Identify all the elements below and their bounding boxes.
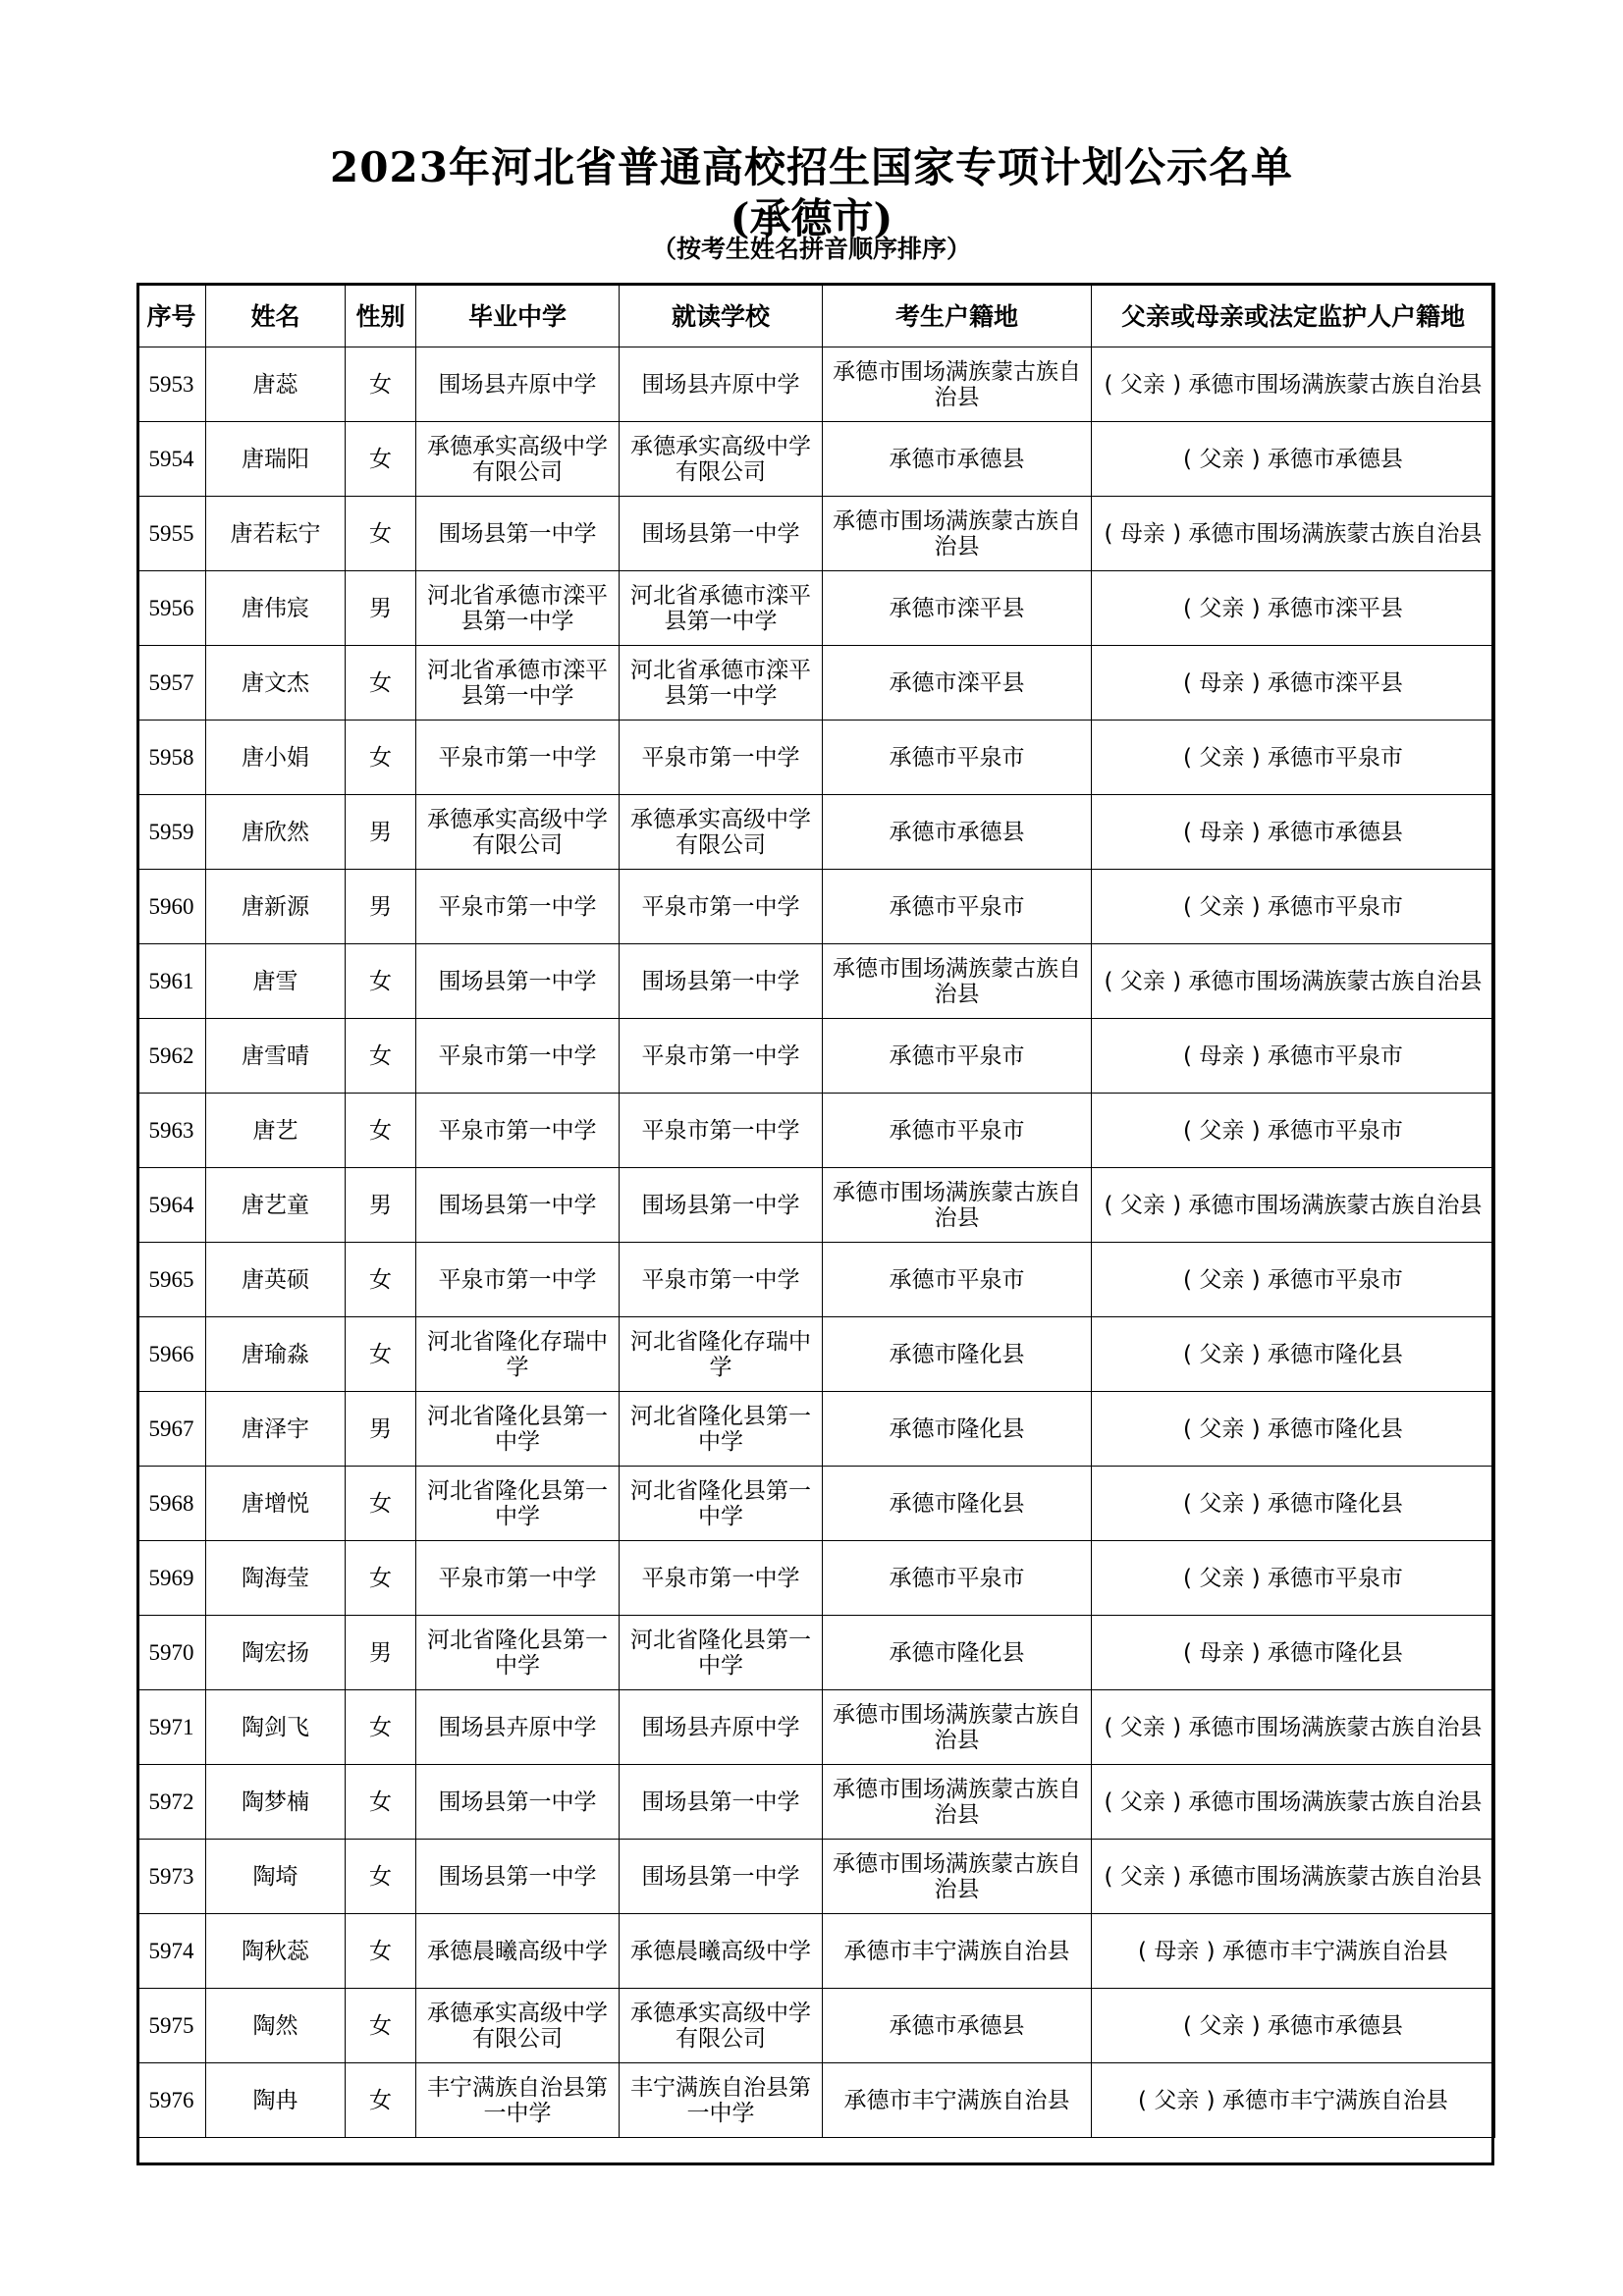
cell-guardian: ( 母亲 ) 承德市平泉市 — [1092, 1019, 1495, 1094]
cell-seq: 5957 — [137, 646, 206, 721]
cell-seq: 5953 — [137, 347, 206, 422]
cell-name: 唐艺 — [206, 1094, 346, 1168]
header-gender: 性别 — [346, 284, 416, 347]
cell-household: 承德市围场满族蒙古族自治县 — [823, 1840, 1092, 1914]
cell-guardian: ( 母亲 ) 承德市隆化县 — [1092, 1616, 1495, 1690]
cell-seq: 5956 — [137, 571, 206, 646]
cell-seq: 5959 — [137, 795, 206, 870]
cell-study-school: 平泉市第一中学 — [620, 1019, 823, 1094]
cell-study-school: 承德承实高级中学有限公司 — [620, 1989, 823, 2063]
cell-gender: 女 — [346, 944, 416, 1019]
cell-household: 承德市承德县 — [823, 795, 1092, 870]
cell-guardian: ( 父亲 ) 承德市围场满族蒙古族自治县 — [1092, 1168, 1495, 1243]
header-grad-school: 毕业中学 — [416, 284, 620, 347]
table-row — [137, 347, 1495, 422]
cell-grad-school: 围场县卉原中学 — [416, 347, 620, 422]
cell-study-school: 河北省隆化县第一中学 — [620, 1616, 823, 1690]
cell-gender: 男 — [346, 1168, 416, 1243]
cell-study-school: 平泉市第一中学 — [620, 721, 823, 795]
cell-guardian: ( 母亲 ) 承德市围场满族蒙古族自治县 — [1092, 497, 1495, 571]
cell-study-school: 平泉市第一中学 — [620, 1094, 823, 1168]
cell-gender: 男 — [346, 870, 416, 944]
cell-gender: 男 — [346, 1616, 416, 1690]
cell-study-school: 平泉市第一中学 — [620, 1541, 823, 1616]
cell-study-school: 河北省承德市滦平县第一中学 — [620, 571, 823, 646]
cell-guardian: ( 母亲 ) 承德市丰宁满族自治县 — [1092, 1914, 1495, 1989]
cell-household: 承德市隆化县 — [823, 1467, 1092, 1541]
cell-name: 唐雪 — [206, 944, 346, 1019]
cell-household: 承德市平泉市 — [823, 1094, 1092, 1168]
table-row — [137, 1392, 1495, 1467]
cell-grad-school: 围场县第一中学 — [416, 1168, 620, 1243]
cell-household: 承德市丰宁满族自治县 — [823, 1914, 1092, 1989]
cell-grad-school: 平泉市第一中学 — [416, 1541, 620, 1616]
cell-grad-school: 围场县第一中学 — [416, 497, 620, 571]
cell-household: 承德市平泉市 — [823, 870, 1092, 944]
table-row — [137, 870, 1495, 944]
cell-guardian: ( 母亲 ) 承德市滦平县 — [1092, 646, 1495, 721]
cell-name: 陶秋蕊 — [206, 1914, 346, 1989]
table-row — [137, 1243, 1495, 1317]
cell-study-school: 平泉市第一中学 — [620, 1243, 823, 1317]
cell-grad-school: 平泉市第一中学 — [416, 1094, 620, 1168]
cell-household: 承德市平泉市 — [823, 1019, 1092, 1094]
cell-name: 唐英硕 — [206, 1243, 346, 1317]
table-row — [137, 1019, 1495, 1094]
cell-seq: 5976 — [137, 2063, 206, 2138]
cell-guardian: ( 母亲 ) 承德市承德县 — [1092, 795, 1495, 870]
cell-name: 唐增悦 — [206, 1467, 346, 1541]
cell-guardian: ( 父亲 ) 承德市围场满族蒙古族自治县 — [1092, 347, 1495, 422]
cell-study-school: 承德晨曦高级中学 — [620, 1914, 823, 1989]
cell-study-school: 围场县卉原中学 — [620, 347, 823, 422]
cell-grad-school: 平泉市第一中学 — [416, 870, 620, 944]
table-row — [137, 1317, 1495, 1392]
table-row — [137, 571, 1495, 646]
cell-name: 唐雪晴 — [206, 1019, 346, 1094]
cell-gender: 女 — [346, 1840, 416, 1914]
cell-gender: 女 — [346, 1914, 416, 1989]
cell-gender: 女 — [346, 347, 416, 422]
cell-gender: 女 — [346, 2063, 416, 2138]
cell-household: 承德市丰宁满族自治县 — [823, 2063, 1092, 2138]
header-seq: 序号 — [137, 284, 206, 347]
cell-household: 承德市平泉市 — [823, 721, 1092, 795]
cell-study-school: 河北省隆化存瑞中学 — [620, 1317, 823, 1392]
cell-guardian: ( 父亲 ) 承德市围场满族蒙古族自治县 — [1092, 1690, 1495, 1765]
cell-name: 唐文杰 — [206, 646, 346, 721]
cell-name: 唐欣然 — [206, 795, 346, 870]
cell-gender: 女 — [346, 646, 416, 721]
cell-seq: 5970 — [137, 1616, 206, 1690]
cell-grad-school: 承德晨曦高级中学 — [416, 1914, 620, 1989]
cell-grad-school: 河北省承德市滦平县第一中学 — [416, 646, 620, 721]
cell-seq: 5965 — [137, 1243, 206, 1317]
cell-household: 承德市承德县 — [823, 422, 1092, 497]
table-row — [137, 795, 1495, 870]
cell-gender: 女 — [346, 1243, 416, 1317]
cell-gender: 男 — [346, 571, 416, 646]
cell-guardian: ( 父亲 ) 承德市围场满族蒙古族自治县 — [1092, 944, 1495, 1019]
header-study-school: 就读学校 — [620, 284, 823, 347]
cell-gender: 女 — [346, 1690, 416, 1765]
cell-seq: 5962 — [137, 1019, 206, 1094]
cell-guardian: ( 父亲 ) 承德市围场满族蒙古族自治县 — [1092, 1840, 1495, 1914]
table-row — [137, 1840, 1495, 1914]
cell-gender: 女 — [346, 1765, 416, 1840]
cell-seq: 5969 — [137, 1541, 206, 1616]
table-row — [137, 1914, 1495, 1989]
cell-seq: 5967 — [137, 1392, 206, 1467]
cell-seq: 5955 — [137, 497, 206, 571]
cell-household: 承德市滦平县 — [823, 571, 1092, 646]
cell-name: 唐蕊 — [206, 347, 346, 422]
cell-grad-school: 河北省隆化存瑞中学 — [416, 1317, 620, 1392]
cell-gender: 女 — [346, 1541, 416, 1616]
header-name: 姓名 — [206, 284, 346, 347]
cell-grad-school: 承德承实高级中学有限公司 — [416, 1989, 620, 2063]
cell-guardian: ( 父亲 ) 承德市平泉市 — [1092, 870, 1495, 944]
table-row — [137, 1467, 1495, 1541]
cell-seq: 5971 — [137, 1690, 206, 1765]
cell-gender: 男 — [346, 1392, 416, 1467]
table-row — [137, 1989, 1495, 2063]
cell-study-school: 围场县第一中学 — [620, 1840, 823, 1914]
cell-grad-school: 河北省隆化县第一中学 — [416, 1467, 620, 1541]
cell-name: 唐泽宇 — [206, 1392, 346, 1467]
cell-seq: 5954 — [137, 422, 206, 497]
cell-study-school: 丰宁满族自治县第一中学 — [620, 2063, 823, 2138]
table-row — [137, 1168, 1495, 1243]
header-household: 考生户籍地 — [823, 284, 1092, 347]
cell-study-school: 围场县卉原中学 — [620, 1690, 823, 1765]
cell-name: 陶梦楠 — [206, 1765, 346, 1840]
cell-name: 陶埼 — [206, 1840, 346, 1914]
cell-name: 唐若耘宁 — [206, 497, 346, 571]
cell-seq: 5964 — [137, 1168, 206, 1243]
cell-seq: 5961 — [137, 944, 206, 1019]
cell-guardian: ( 父亲 ) 承德市承德县 — [1092, 422, 1495, 497]
cell-guardian: ( 父亲 ) 承德市承德县 — [1092, 1989, 1495, 2063]
cell-seq: 5968 — [137, 1467, 206, 1541]
cell-seq: 5975 — [137, 1989, 206, 2063]
table-row — [137, 1765, 1495, 1840]
cell-grad-school: 承德承实高级中学有限公司 — [416, 422, 620, 497]
cell-guardian: ( 父亲 ) 承德市隆化县 — [1092, 1467, 1495, 1541]
cell-guardian: ( 父亲 ) 承德市丰宁满族自治县 — [1092, 2063, 1495, 2138]
cell-name: 唐小娟 — [206, 721, 346, 795]
header-guardian: 父亲或母亲或法定监护人户籍地 — [1092, 284, 1495, 347]
table-row — [137, 1541, 1495, 1616]
cell-grad-school: 河北省隆化县第一中学 — [416, 1392, 620, 1467]
cell-grad-school: 围场县第一中学 — [416, 1765, 620, 1840]
cell-household: 承德市围场满族蒙古族自治县 — [823, 944, 1092, 1019]
cell-name: 唐艺童 — [206, 1168, 346, 1243]
table-row — [137, 1690, 1495, 1765]
table-row — [137, 2063, 1495, 2138]
table-row — [137, 646, 1495, 721]
cell-name: 唐瑞阳 — [206, 422, 346, 497]
cell-household: 承德市围场满族蒙古族自治县 — [823, 347, 1092, 422]
document-subtitle: （按考生姓名拼音顺序排序） — [651, 235, 971, 263]
cell-gender: 女 — [346, 721, 416, 795]
cell-study-school: 围场县第一中学 — [620, 944, 823, 1019]
cell-gender: 男 — [346, 795, 416, 870]
cell-name: 陶海莹 — [206, 1541, 346, 1616]
cell-grad-school: 承德承实高级中学有限公司 — [416, 795, 620, 870]
cell-household: 承德市围场满族蒙古族自治县 — [823, 1690, 1092, 1765]
cell-gender: 女 — [346, 1989, 416, 2063]
cell-household: 承德市承德县 — [823, 1989, 1092, 2063]
cell-guardian: ( 父亲 ) 承德市隆化县 — [1092, 1392, 1495, 1467]
cell-study-school: 围场县第一中学 — [620, 1765, 823, 1840]
cell-grad-school: 丰宁满族自治县第一中学 — [416, 2063, 620, 2138]
cell-gender: 女 — [346, 497, 416, 571]
cell-study-school: 平泉市第一中学 — [620, 870, 823, 944]
cell-name: 唐新源 — [206, 870, 346, 944]
cell-gender: 女 — [346, 1317, 416, 1392]
cell-household: 承德市围场满族蒙古族自治县 — [823, 1765, 1092, 1840]
document-title: 2023年河北省普通高校招生国家专项计划公示名单 — [330, 143, 1293, 191]
cell-grad-school: 平泉市第一中学 — [416, 1243, 620, 1317]
cell-household: 承德市围场满族蒙古族自治县 — [823, 1168, 1092, 1243]
cell-grad-school: 平泉市第一中学 — [416, 1019, 620, 1094]
cell-name: 陶然 — [206, 1989, 346, 2063]
cell-grad-school: 河北省承德市滦平县第一中学 — [416, 571, 620, 646]
cell-seq: 5973 — [137, 1840, 206, 1914]
cell-seq: 5963 — [137, 1094, 206, 1168]
cell-household: 承德市滦平县 — [823, 646, 1092, 721]
cell-study-school: 河北省隆化县第一中学 — [620, 1467, 823, 1541]
cell-study-school: 河北省隆化县第一中学 — [620, 1392, 823, 1467]
table-header-row — [137, 284, 1495, 347]
cell-seq: 5966 — [137, 1317, 206, 1392]
cell-study-school: 围场县第一中学 — [620, 1168, 823, 1243]
cell-seq: 5958 — [137, 721, 206, 795]
document-region: (承德市) — [730, 194, 893, 242]
cell-guardian: ( 父亲 ) 承德市平泉市 — [1092, 1541, 1495, 1616]
cell-household: 承德市隆化县 — [823, 1317, 1092, 1392]
cell-gender: 女 — [346, 422, 416, 497]
table-row — [137, 497, 1495, 571]
table-row — [137, 1094, 1495, 1168]
cell-grad-school: 河北省隆化县第一中学 — [416, 1616, 620, 1690]
cell-name: 陶剑飞 — [206, 1690, 346, 1765]
table-row — [137, 944, 1495, 1019]
cell-study-school: 河北省承德市滦平县第一中学 — [620, 646, 823, 721]
cell-household: 承德市平泉市 — [823, 1541, 1092, 1616]
cell-household: 承德市围场满族蒙古族自治县 — [823, 497, 1092, 571]
roster-table — [136, 283, 1495, 2138]
cell-guardian: ( 父亲 ) 承德市隆化县 — [1092, 1317, 1495, 1392]
cell-household: 承德市隆化县 — [823, 1392, 1092, 1467]
cell-gender: 女 — [346, 1094, 416, 1168]
cell-name: 陶宏扬 — [206, 1616, 346, 1690]
cell-grad-school: 围场县卉原中学 — [416, 1690, 620, 1765]
cell-name: 唐瑜淼 — [206, 1317, 346, 1392]
table-row — [137, 1616, 1495, 1690]
cell-guardian: ( 父亲 ) 承德市围场满族蒙古族自治县 — [1092, 1765, 1495, 1840]
cell-gender: 女 — [346, 1467, 416, 1541]
cell-name: 陶冉 — [206, 2063, 346, 2138]
cell-guardian: ( 父亲 ) 承德市滦平县 — [1092, 571, 1495, 646]
cell-seq: 5974 — [137, 1914, 206, 1989]
cell-guardian: ( 父亲 ) 承德市平泉市 — [1092, 1094, 1495, 1168]
cell-guardian: ( 父亲 ) 承德市平泉市 — [1092, 1243, 1495, 1317]
cell-study-school: 围场县第一中学 — [620, 497, 823, 571]
cell-study-school: 承德承实高级中学有限公司 — [620, 795, 823, 870]
cell-gender: 女 — [346, 1019, 416, 1094]
cell-study-school: 承德承实高级中学有限公司 — [620, 422, 823, 497]
cell-household: 承德市平泉市 — [823, 1243, 1092, 1317]
cell-seq: 5960 — [137, 870, 206, 944]
cell-name: 唐伟宸 — [206, 571, 346, 646]
table-row — [137, 721, 1495, 795]
cell-grad-school: 围场县第一中学 — [416, 1840, 620, 1914]
table-row — [137, 422, 1495, 497]
cell-grad-school: 围场县第一中学 — [416, 944, 620, 1019]
cell-household: 承德市隆化县 — [823, 1616, 1092, 1690]
cell-guardian: ( 父亲 ) 承德市平泉市 — [1092, 721, 1495, 795]
cell-seq: 5972 — [137, 1765, 206, 1840]
cell-grad-school: 平泉市第一中学 — [416, 721, 620, 795]
